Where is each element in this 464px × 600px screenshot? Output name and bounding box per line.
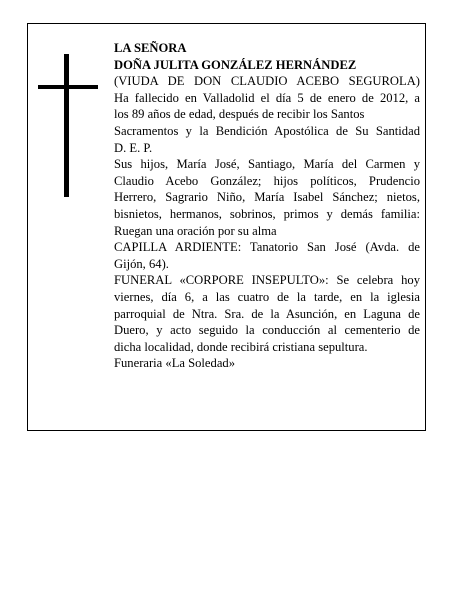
- body-line: Sus hijos, María José, Santiago, María del Carmen y: [114, 157, 420, 172]
- deceased-name: DOÑA JULITA GONZÁLEZ HERNÁNDEZ: [114, 57, 357, 72]
- funeral-line: parroquial de Ntra. Sra. de la Asunción, en Laguna de: [114, 306, 420, 321]
- funeral-home-line: Funeraria «La Soledad»: [114, 356, 235, 371]
- body-line: Claudio Acebo González; hijos políticos, Prudencio: [114, 173, 420, 188]
- rip-line: D. E. P.: [114, 140, 153, 155]
- chapel-line: CAPILLA ARDIENTE: Tanatorio San José (Avda. de: [114, 240, 420, 255]
- funeral-line: FUNERAL «CORPORE INSEPULTO»: Se celebra hoy: [114, 273, 420, 288]
- cross-vertical-bar: [64, 54, 69, 197]
- funeral-line: viernes, día 6, a las cuatro de la tarde, en la iglesia: [114, 289, 420, 304]
- heading-line: LA SEÑORA: [114, 41, 187, 55]
- cross-horizontal-bar: [38, 85, 98, 89]
- body-line: Ha fallecido en Valladolid el día 5 de enero de 2012, a: [114, 90, 420, 105]
- body-line: Herrero, Sagrario Niño, María Isabel Sánchez; nietos,: [114, 190, 420, 205]
- obituary-notice: [27, 23, 426, 431]
- body-line: bisnietos, hermanos, sobrinos, primos y demás familia:: [114, 206, 420, 221]
- funeral-line: Duero, y acto seguido la conducción al cementerio de: [114, 323, 420, 338]
- body-line: Sacramentos y la Bendición Apostólica de Su Santidad: [114, 123, 420, 138]
- widow-line: (VIUDA DE DON CLAUDIO ACEBO SEGUROLA): [114, 74, 420, 89]
- body-line: Ruegan una oración por su alma: [114, 223, 277, 238]
- funeral-line: dicha localidad, donde recibirá cristiana sepultura.: [114, 339, 368, 354]
- notice-text: [114, 40, 420, 372]
- body-line: los 89 años de edad, después de recibir los Santos: [114, 107, 365, 122]
- chapel-line: Gijón, 64).: [114, 256, 169, 271]
- cross-icon: [38, 54, 98, 197]
